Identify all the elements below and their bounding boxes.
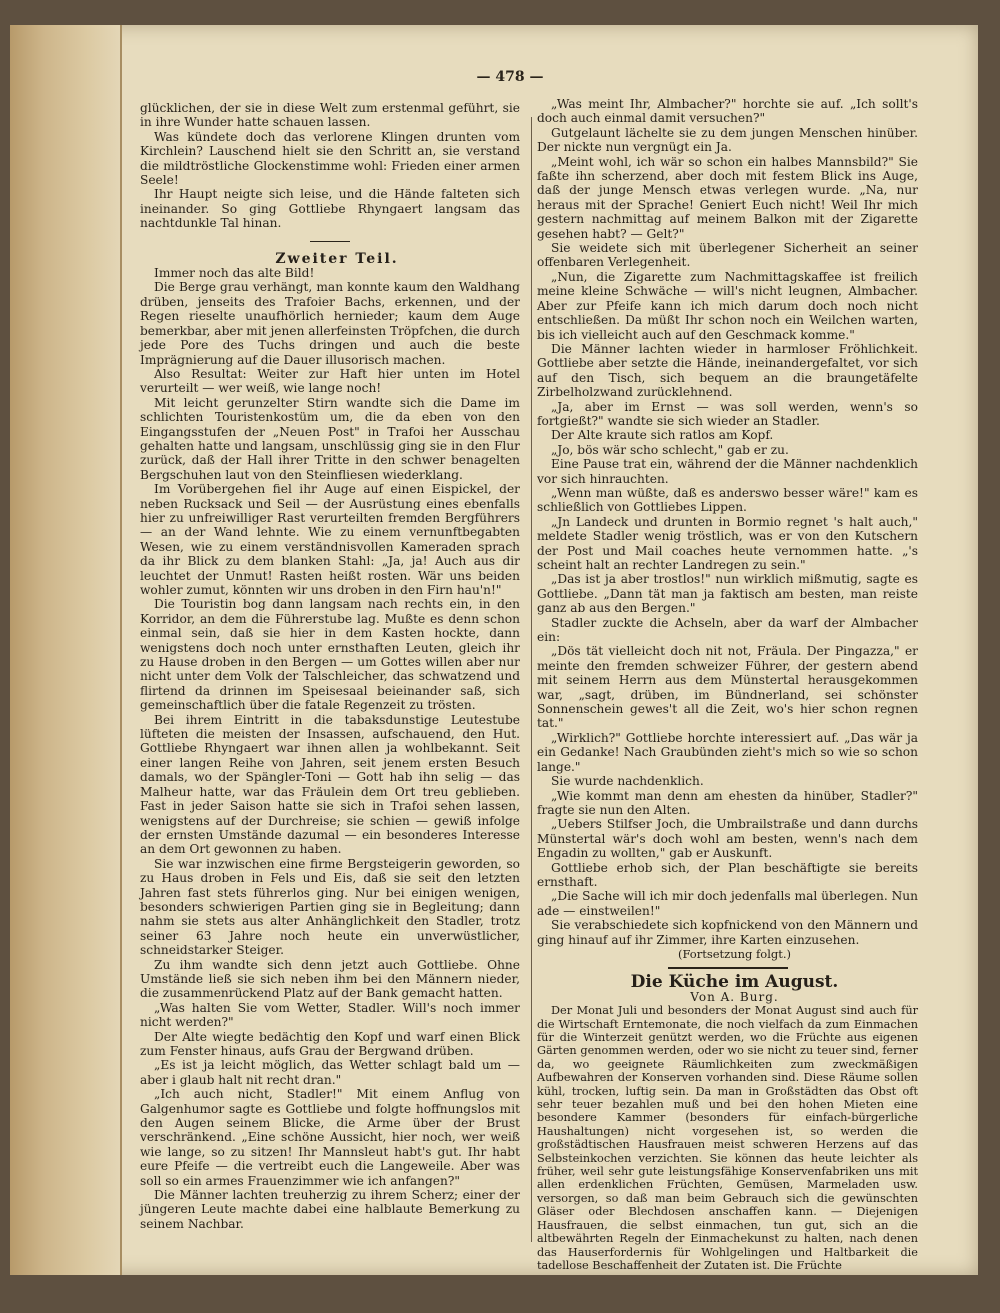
column-separator <box>531 117 532 1242</box>
left-column <box>140 101 520 1231</box>
paragraph: Die Touristin bog dann langsam nach rechts ein, in den Korridor, an dem die Führerstube lag. Mußte es denn schon einmal sein, daß sie hier in dem Kasten hockte, dann wenigstens doch noch unter ernsthaften Leuten, gleich ihr zu Hause droben in den Bergen — um Gottes willen aber nur nicht unter dem Volk der Talschleicher, das schwatzend und flirtend da drinnen im Speisesaal beieinander saß, sich gemeinschaftlich über die fatale Regenzeit zu trösten. <box>140 597 520 713</box>
paragraph: Die Männer lachten treuherzig zu ihrem Scherz; einer der jüngeren Leute machte dabei eine halblaute Bemerkung zu seinem Nachbar. <box>140 1188 520 1231</box>
paragraph: glücklichen, der sie in diese Welt zum erstenmal geführt, sie in ihre Wunder hatte schauen lassen. <box>140 101 520 130</box>
section-rule <box>310 241 350 242</box>
paragraph: Was kündete doch das verlorene Klingen drunten vom Kirchlein? Lauschend hielt sie den Schritt an, sie verstand die mildtröstliche Glockenstimme wohl: Frieden einer armen Seele! <box>140 129 520 188</box>
paragraph: „Jn Landeck und drunten in Bormio regnet 's halt auch," meldete Stadler wenig tröstlich, was er von den Kutschern der Post und Mail coaches heute vernommen hatte. „'s scheint halt an rechter Landregen zu sein." <box>537 514 918 572</box>
paragraph: Stadler zuckte die Achseln, aber da warf der Almbacher ein: <box>537 615 918 645</box>
paragraph: „Jo, bös wär scho schlecht," gab er zu. <box>551 442 789 457</box>
page-number: — 478 — <box>476 69 544 85</box>
book-gutter <box>10 25 122 1275</box>
paragraph: „Uebers Stilfser Joch, die Umbrailstraße und dann durchs Münstertal wär's doch wohl am besten, wenn's nach dem Engadin zu wollten," gab er Auskunft. <box>537 817 918 861</box>
paragraph: Also Resultat: Weiter zur Haft hier unten im Hotel verurteilt — wer weiß, wie lange noch! <box>140 366 520 396</box>
paragraph: „Dös tät vielleicht doch nit not, Fräula. Der Pingazza," er meinte den fremden schweizer Führer, der gestern abend mit seinem Herrn aus dem Münstertal herausgekommen war, „sagt, drüben, im Bündnerland, sei schönster Sonnenschein gewes't all die Zeit, wo's hier schon regnen tat." <box>537 644 918 731</box>
paragraph: Mit leicht gerunzelter Stirn wandte sich die Dame im schlichten Touristenkostüm um, die da eben von den Eingangsstufen der „Neuen Post" in Trafoi her Ausschau gehalten hatte und langsam, unschlüssig ging sie in den Flur zurück, daß der Hall ihrer Tritte in den schwer benagelten Bergschuhen laut von den Steinfliesen wiederklang. <box>140 395 520 482</box>
paragraph: Gottliebe erhob sich, der Plan beschäftigte sie bereits ernsthaft. <box>537 860 918 889</box>
paragraph: Ihr Haupt neigte sich leise, und die Hände falteten sich ineinander. So ging Gottliebe Rhyngaert langsam das nachtdunkle Tal hinan. <box>140 187 520 231</box>
paragraph: „Wie kommt man denn am ehesten da hinüber, Stadler?" fragte sie nun den Alten. <box>537 788 918 817</box>
newspaper-page <box>10 25 978 1275</box>
paragraph: Immer noch das alte Bild! <box>154 266 315 281</box>
article-title: Die Küche im August. <box>630 972 839 993</box>
article-byline: Von A. Burg. <box>690 989 779 1004</box>
paragraph: Sie war inzwischen eine firme Bergsteigerin geworden, so zu Haus droben in Fels und Eis, daß sie seit den letzten Jahren fast stets führerlos ging. Nur bei einigen wenigen, besonders schwierigen Partien ging sie in Begleitung; dann nahm sie stets aus alter Anhänglichkeit den Stadler, trotz seiner 63 Jahre noch heute ein unverwüstlicher, schneidstarker Steiger. <box>140 856 520 958</box>
paragraph: „Wenn man wüßte, daß es anderswo besser wäre!" kam es schließlich von Gottliebes Lippen. <box>537 485 918 515</box>
paragraph: Die Männer lachten wieder in harmloser Fröhlichkeit. Gottliebe aber setzte die Hände, ineinandergefaltet, vor sich auf den Tisch, sich bequem an die braungetäfelte Zirbelholzwand zurücklehnend. <box>537 341 918 400</box>
paragraph: „Was halten Sie vom Wetter, Stadler. Will's noch immer nicht werden?" <box>140 1000 520 1030</box>
paragraph: Sie weidete sich mit überlegener Sicherheit an seiner offenbaren Verlegenheit. <box>537 241 918 270</box>
paragraph: „Was meint Ihr, Almbacher?" horchte sie auf. „Ich sollt's doch auch einmal damit versuchen?" <box>537 97 918 126</box>
paragraph: „Es ist ja leicht möglich, das Wetter schlagt bald um — aber i glaub halt nit recht dran." <box>140 1058 520 1087</box>
paragraph: „Ja, aber im Ernst — was soll werden, wenn's so fortgießt?" wandte sie sich wieder an Stadler. <box>537 399 918 428</box>
paragraph: Der Alte wiegte bedächtig den Kopf und warf einen Blick zum Fenster hinaus, aufs Grau der Bergwand drüben. <box>140 1029 520 1058</box>
article-body: Der Monat Juli und besonders der Monat August sind auch für die Wirtschaft Erntemonate, die noch vielfach da zum Einmachen für die Winterzeit genützt werden, wo die Früchte aus eigenen Gärten genommen werden, oder wo sie nicht zu teuer sind, ferner da, wo geeignete Räumlichkeiten zum zweckmäßigen Aufbewahren der Konserven vorhanden sind. Diese Räume sollen kühl, trocken, luftig sein. Da man in Großstädten das Obst oft sehr teuer bezahlen muß und bei den hohen Mieten eine besondere Kammer (besonders für einfach-bürgerliche Haushaltungen) nicht vorgesehen ist, so werden die großstädtischen Hausfrauen meist schweren Herzens auf das Selbsteinkochen verzichten. Sie können das heute leichter als früher, weil sehr gute leistungsfähige Konservenfabriken uns mit allen erdenklichen Früchten, Gemüsen, Marmeladen usw. versorgen, so daß man beim Gebrauch sich die gewünschten Gläser oder Blechdosen anschaffen kann. — Diejenigen Hausfrauen, die selbst einmachen, tun gut, sich an die altbewährten Regeln der Einmachekunst zu halten, nach denen das Hauserfordernis für Wohlgelingen und Haltbarkeit die tadellose Beschaffenheit der Zutaten ist. Die Früchte <box>537 1004 918 1272</box>
section-heading: Zweiter Teil. <box>275 250 399 267</box>
paragraph: Sie verabschiedete sich kopfnickend von den Männern und ging hinauf auf ihr Zimmer, ihre Karten einzusehen. <box>537 918 918 947</box>
right-column <box>537 97 918 1272</box>
paragraph: „Ich auch nicht, Stadler!" Mit einem Anflug von Galgenhumor sagte es Gottliebe und folgte hoffnungslos mit den Augen seinem Blicke, die Arme über der Brust verschränkend. „Eine schöne Aussicht, hier noch, wer weiß wie lange, so zu sitzen! Ihr Mannsleut habt's gut. Ihr habt eure Pfeife — die vertreibt euch die Langeweile. Aber was soll so ein armes Frauenzimmer wie ich anfangen?" <box>140 1087 520 1188</box>
paragraph: Bei ihrem Eintritt in die tabaksdunstige Leutestube lüfteten die meisten der Insassen, aufschauend, den Hut. Gottliebe Rhyngaert war ihnen allen ja wohlbekannt. Seit einer langen Reihe von Jahren, seit jenem ersten Besuch damals, wo der Spängler-Toni — Gott hab ihn selig — das Malheur hatte, war das Fräulein dem Ort treu geblieben. Fast in jeder Saison hatte sie sich in Trafoi sehen lassen, wenigstens auf der Durchreise; sie schien — gewiß infolge der ernsten Umstände dazumal — ein besonderes Interesse an dem Ort gewonnen zu haben. <box>140 712 520 857</box>
article-rule <box>668 967 788 969</box>
paragraph: Im Vorübergehen fiel ihr Auge auf einen Eispickel, der neben Rucksack und Seil — der Ausrüstung eines ebenfalls hier zu unfreiwilliger Rast verurteilten fremden Bergführers — an der Wand lehnte. Wie zu einem vernunftbegabten Wesen, wie zu einem verständnisvollen Kameraden sprach da ihr Blick zu dem blanken Stahl: „Ja, ja! Auch aus dir leuchtet der Unmut! Rasten heißt rosten. Wär uns beiden wohler zumut, könnten wir uns droben in den Firn hau'n!" <box>140 482 520 597</box>
paragraph: Der Alte kraute sich ratlos am Kopf. <box>551 428 774 443</box>
paragraph: „Nun, die Zigarette zum Nachmittagskaffee ist freilich meine kleine Schwäche — will's nicht leugnen, Almbacher. Aber zur Pfeife kann ich mich darum doch noch nicht entschließen. Da müßt Ihr schon noch ein Weilchen warten, bis ich vielleicht auch auf den Geschmack komme." <box>537 269 918 342</box>
paragraph: „Meint wohl, ich wär so schon ein halbes Mannsbild?" Sie faßte ihn scherzend, aber doch mit festem Blick ins Auge, daß der junge Mensch etwas verlegen wurde. „Na, nur heraus mit der Sprache! Geniert Euch nicht! Weil Ihr mich gestern nachmittag auf meinem Balkon mit der Zigarette gesehen habt? — Gelt?" <box>537 154 918 241</box>
paragraph: Sie wurde nachdenklich. <box>551 774 704 789</box>
paragraph: „Die Sache will ich mir doch jedenfalls mal überlegen. Nun ade — einstweilen!" <box>537 889 918 918</box>
paragraph: Die Berge grau verhängt, man konnte kaum den Waldhang drüben, jenseits des Trafoier Bachs, erkennen, und der Regen rieselte unaufhörlich hernieder; kaum dem Auge bemerkbar, aber mit jenen allerfeinsten Tröpfchen, die durch jede Pore des Tuchs dringen und auch die beste Imprägnierung auf die Dauer illusorisch machen. <box>140 280 520 367</box>
paragraph: „Das ist ja aber trostlos!" nun wirklich mißmutig, sagte es Gottliebe. „Dann tät man ja faktisch am besten, man reiste ganz ab aus den Bergen." <box>537 572 918 616</box>
continuation-note: (Fortsetzung folgt.) <box>677 946 792 961</box>
paragraph: „Wirklich?" Gottliebe horchte interessiert auf. „Das wär ja ein Gedanke! Nach Graubünden zieht's mich so wie so schon lange." <box>537 730 918 774</box>
paragraph: Zu ihm wandte sich denn jetzt auch Gottliebe. Ohne Umstände ließ sie sich neben ihm bei den Männern nieder, die zusammenrückend Platz auf der Bank gemacht hatten. <box>140 957 520 1001</box>
paragraph: Eine Pause trat ein, während der die Männer nachdenklich vor sich hinrauchten. <box>537 457 918 486</box>
paragraph: Gutgelaunt lächelte sie zu dem jungen Menschen hinüber. Der nickte nun vergnügt ein Ja. <box>537 125 918 155</box>
